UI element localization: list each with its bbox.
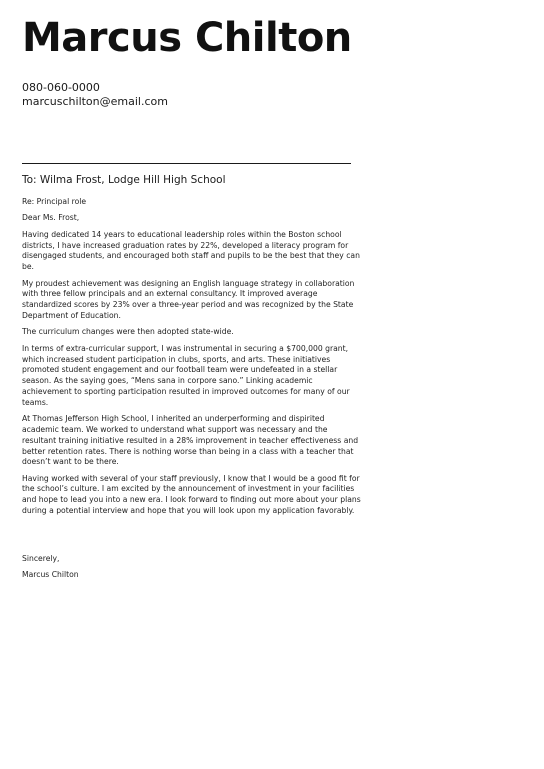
sign-off [22, 554, 79, 581]
greeting: Dear Ms. Frost, [22, 213, 80, 223]
applicant-name: Marcus Chilton [22, 15, 352, 61]
closing: Sincerely, [22, 554, 60, 563]
recipient-line: To: Wilma Frost, Lodge Hill High School [22, 174, 226, 186]
body-paragraph-2: My proudest achievement was designing an English language strategy in collaboration with three fellow principals and an external consultancy. It improved average standardized scores by 23% over a three-year period and was recognized by the State Department of Education. [22, 278, 355, 320]
header-divider [22, 163, 351, 164]
body-paragraph-5: At Thomas Jefferson High School, I inherited an underperforming and dispirited academic team. We worked to understand what support was necessary and the resultant training initiative resulted in a 28% improvement in teacher effectiveness and better retention rates. There is nothing worse than being in a class with a teacher that doesn’t want to be there. [22, 414, 359, 467]
body-paragraph-1: Having dedicated 14 years to educational leadership roles within the Boston school districts, I have increased graduation rates by 22%, developed a literacy program for disengaged students, and encouraged both staff and pupils to be the best that they can be. [22, 229, 360, 272]
signature-name: Marcus Chilton [22, 570, 79, 580]
letter-body [22, 197, 362, 522]
body-paragraph-4: In terms of extra-curricular support, I was instrumental in securing a $700,000 grant, which increased student participation in clubs, sports, and arts. These initiatives promoted student engagement and our football team were undefeated in a stellar season. As the saying goes, “Mens sana in corpore sano.” Linking academic achievement to sporting participation resulted in improved outcomes for many of our teams. [22, 343, 350, 407]
body-paragraph-3: The curriculum changes were then adopted state-wide. [22, 327, 234, 337]
contact-info [22, 81, 168, 108]
subject-line: Re: Principal role [22, 197, 87, 206]
body-paragraph-6: Having worked with several of your staff previously, I know that I would be a good fit for the school’s culture. I am excited by the announcement of investment in your facilities and hope to lead you into a new era. I look forward to finding out more about your plans during a potential interview and hope that you will look upon my application favorably. [22, 473, 361, 516]
email-address: marcuschilton@email.com [22, 94, 168, 108]
phone-number: 080-060-0000 [22, 81, 100, 94]
